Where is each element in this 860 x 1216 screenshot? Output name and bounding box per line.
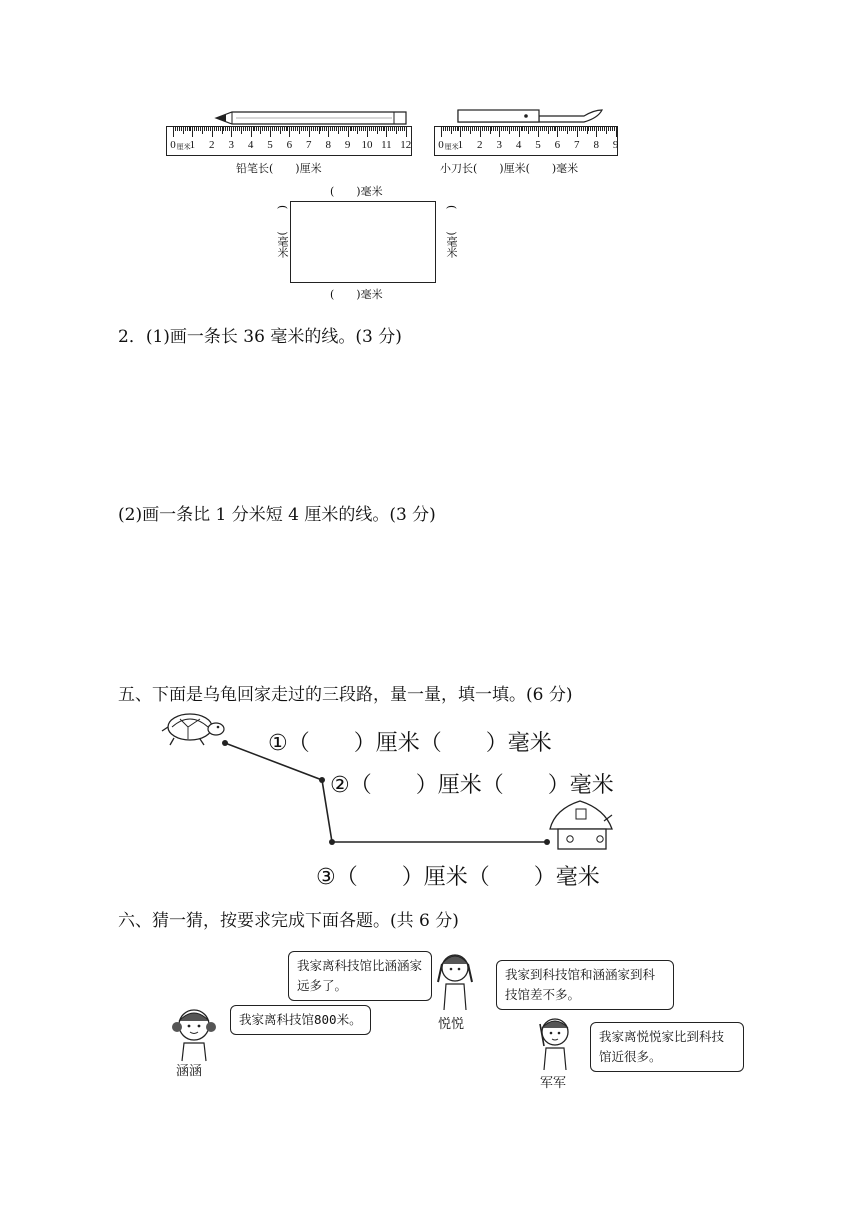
pencil-ruler-tick	[235, 127, 236, 131]
yueyue-name: 悦悦	[438, 1017, 465, 1032]
knife-ruler-unit-label: 厘米	[444, 143, 459, 151]
knife-ruler-tick	[480, 127, 481, 137]
pencil-ruler-tick	[200, 127, 201, 131]
knife-ruler-tick	[577, 127, 578, 137]
rect-left-label: ( )毫米	[276, 205, 289, 258]
knife-ruler-tick	[507, 127, 508, 131]
pencil-ruler-tick	[222, 127, 223, 134]
knife-ruler-tick	[501, 127, 502, 131]
knife-ruler-tick	[528, 127, 529, 134]
pencil-ruler-tick	[218, 127, 219, 131]
pencil-ruler-tick	[204, 127, 205, 131]
pencil-ruler-tick	[187, 127, 188, 131]
pencil-ruler-tick	[394, 127, 395, 131]
pencil-ruler-tick	[262, 127, 263, 131]
q5-title: 五、下面是乌龟回家走过的三段路，量一量，填一填。(6 分)	[118, 685, 573, 705]
knife-ruler-tick	[594, 127, 595, 131]
pencil-ruler-tick	[237, 127, 238, 131]
pencil-ruler-tick	[190, 127, 191, 131]
knife-ruler-tick	[519, 127, 520, 137]
knife-ruler-tick	[482, 127, 483, 131]
pencil-ruler-tick	[208, 127, 209, 131]
pencil-ruler-tick	[313, 127, 314, 131]
pencil-icon	[166, 108, 412, 128]
pencil-ruler-tick	[245, 127, 246, 131]
knife-ruler-number: 3	[496, 139, 502, 151]
pencil-ruler-tick	[210, 127, 211, 131]
pencil-ruler-tick	[406, 127, 407, 137]
knife-ruler-tick	[567, 127, 568, 134]
pencil-ruler-number: 4	[247, 139, 254, 151]
knife-ruler-tick	[521, 127, 522, 131]
knife-ruler-tick	[532, 127, 533, 131]
knife-icon	[434, 106, 618, 128]
knife-ruler-tick	[526, 127, 527, 131]
knife-ruler-tick	[536, 127, 537, 131]
knife-ruler-tick	[441, 127, 442, 137]
knife-ruler-tick	[561, 127, 562, 131]
pencil-ruler-tick	[375, 127, 376, 131]
pencil-ruler-tick	[216, 127, 217, 131]
pencil-ruler-number: 6	[286, 139, 293, 151]
knife-ruler-tick	[598, 127, 599, 131]
pencil-ruler-tick	[276, 127, 277, 131]
pencil-ruler-tick	[301, 127, 302, 131]
pencil-ruler-number: 8	[325, 139, 331, 151]
pencil-ruler-tick	[400, 127, 401, 131]
knife-ruler-tick	[548, 127, 549, 134]
pencil-ruler-tick	[377, 127, 378, 134]
pencil-ruler-tick	[247, 127, 248, 131]
knife-ruler-tick	[517, 127, 518, 131]
pencil-ruler-tick	[359, 127, 360, 131]
hanhan-name: 涵涵	[176, 1064, 203, 1079]
knife-ruler-tick	[493, 127, 494, 131]
pencil-ruler-tick	[194, 127, 195, 131]
pencil-ruler-tick	[173, 127, 174, 137]
pencil-ruler-number: 5	[267, 139, 273, 151]
knife-ruler-tick	[590, 127, 591, 131]
knife-ruler-tick	[602, 127, 603, 131]
knife-ruler-tick	[468, 127, 469, 131]
pencil-ruler-tick	[299, 127, 300, 134]
pencil-ruler-tick	[319, 127, 320, 134]
pencil-ruler-tick	[379, 127, 380, 131]
pencil-figure	[166, 108, 412, 175]
knife-ruler-tick	[569, 127, 570, 131]
pencil-ruler-tick	[289, 127, 290, 137]
knife-ruler-tick	[443, 127, 444, 131]
pencil-ruler	[166, 126, 412, 156]
pencil-ruler-tick	[361, 127, 362, 131]
pencil-ruler-tick	[373, 127, 374, 131]
pencil-ruler-tick	[229, 127, 230, 131]
pencil-ruler-tick	[348, 127, 349, 137]
segment-3-label: ③（ ）厘米（ ）毫米	[316, 865, 600, 890]
pencil-ruler-tick	[365, 127, 366, 131]
pencil-ruler-tick	[371, 127, 372, 131]
rect-bottom-label: ( )毫米	[330, 288, 383, 301]
pencil-ruler-tick	[253, 127, 254, 131]
knife-ruler-tick	[522, 127, 523, 131]
knife-ruler-tick	[451, 127, 452, 134]
pencil-ruler-tick	[179, 127, 180, 131]
pencil-ruler-tick	[251, 127, 252, 137]
pencil-ruler-tick	[340, 127, 341, 131]
pencil-ruler-tick	[384, 127, 385, 131]
knife-ruler-tick	[457, 127, 458, 131]
knife-figure	[434, 106, 619, 175]
pencil-ruler-tick	[293, 127, 294, 131]
knife-ruler-tick	[534, 127, 535, 131]
pencil-ruler-tick	[381, 127, 382, 131]
knife-ruler-tick	[472, 127, 473, 131]
pencil-ruler-tick	[225, 127, 226, 131]
knife-ruler-number: 8	[593, 139, 599, 151]
pencil-ruler-tick	[196, 127, 197, 131]
pencil-ruler-tick	[258, 127, 259, 131]
knife-ruler-tick	[515, 127, 516, 131]
pencil-ruler-tick	[192, 127, 193, 137]
pencil-ruler-number: 9	[344, 139, 351, 151]
pencil-ruler-tick	[388, 127, 389, 131]
knife-ruler-tick	[588, 127, 589, 131]
rect-top-label: ( )毫米	[330, 185, 383, 198]
knife-ruler-tick	[490, 127, 491, 134]
pencil-ruler-tick	[280, 127, 281, 134]
knife-ruler-tick	[495, 127, 496, 131]
knife-ruler-tick	[606, 127, 607, 134]
pencil-ruler-tick	[357, 127, 358, 134]
pencil-ruler-tick	[249, 127, 250, 131]
knife-ruler-tick	[610, 127, 611, 131]
pencil-ruler-tick	[351, 127, 352, 131]
pencil-ruler-tick	[367, 127, 368, 137]
segment-1-label: ①（ ）厘米（ ）毫米	[268, 731, 552, 756]
knife-ruler-tick	[600, 127, 601, 131]
knife-ruler-tick	[559, 127, 560, 131]
pencil-ruler-tick	[396, 127, 397, 134]
hanhan-speech: 我家离科技馆800米。	[239, 1012, 362, 1027]
knife-ruler-tick	[449, 127, 450, 131]
pencil-ruler-tick	[404, 127, 405, 131]
pencil-ruler-tick	[223, 127, 224, 131]
pencil-ruler-tick	[175, 127, 176, 131]
knife-ruler-tick	[486, 127, 487, 131]
pencil-ruler-tick	[270, 127, 271, 137]
turtle-icon	[162, 714, 224, 745]
pencil-ruler-tick	[363, 127, 364, 131]
pencil-ruler-tick	[214, 127, 215, 131]
pencil-ruler-tick	[278, 127, 279, 131]
knife-ruler-tick	[484, 127, 485, 131]
pencil-ruler-tick	[338, 127, 339, 134]
pencil-ruler-tick	[185, 127, 186, 131]
pencil-ruler-number: 12	[400, 139, 412, 151]
knife-ruler	[434, 126, 618, 156]
knife-ruler-tick	[579, 127, 580, 131]
pencil-ruler-tick	[264, 127, 265, 131]
knife-ruler-tick	[455, 127, 456, 131]
pencil-ruler-tick	[177, 127, 178, 131]
knife-ruler-tick	[524, 127, 525, 131]
pencil-ruler-tick	[291, 127, 292, 131]
pencil-ruler-tick	[233, 127, 234, 131]
pencil-ruler-tick	[309, 127, 310, 137]
pencil-ruler-tick	[398, 127, 399, 131]
pencil-ruler-tick	[206, 127, 207, 131]
knife-ruler-tick	[554, 127, 555, 131]
pencil-ruler-tick	[392, 127, 393, 131]
pencil-ruler-tick	[303, 127, 304, 131]
knife-ruler-tick	[585, 127, 586, 131]
knife-ruler-tick	[538, 127, 539, 137]
knife-ruler-tick	[505, 127, 506, 131]
knife-ruler-tick	[476, 127, 477, 131]
junjun-name: 军军	[540, 1076, 567, 1091]
pencil-ruler-tick	[317, 127, 318, 131]
pencil-ruler-tick	[326, 127, 327, 131]
knife-ruler-tick	[614, 127, 615, 131]
pencil-ruler-tick	[231, 127, 232, 137]
knife-ruler-tick	[466, 127, 467, 131]
pencil-ruler-tick	[346, 127, 347, 131]
knife-ruler-tick	[604, 127, 605, 131]
pencil-ruler-tick	[239, 127, 240, 131]
knife-ruler-tick	[499, 127, 500, 137]
measure-rectangle	[290, 201, 436, 283]
knife-ruler-tick	[542, 127, 543, 131]
pencil-ruler-tick	[297, 127, 298, 131]
knife-ruler-tick	[552, 127, 553, 131]
pencil-ruler-number: 10	[361, 139, 373, 151]
pencil-ruler-tick	[287, 127, 288, 131]
pencil-ruler-tick	[189, 127, 190, 131]
pencil-ruler-tick	[328, 127, 329, 137]
pencil-ruler-tick	[330, 127, 331, 131]
pencil-ruler-tick	[272, 127, 273, 131]
knife-caption: 小刀长( )厘米( )毫米	[440, 162, 579, 175]
pencil-ruler-tick	[305, 127, 306, 131]
hanhan-speech-bubble	[230, 1005, 371, 1035]
q2-part2: (2)画一条比 1 分米短 4 厘米的线。(3 分)	[118, 505, 436, 525]
pencil-ruler-number: 11	[381, 139, 392, 151]
knife-ruler-number: 6	[554, 139, 561, 151]
pencil-ruler-tick	[212, 127, 213, 137]
pencil-ruler-tick	[243, 127, 244, 131]
knife-ruler-tick	[575, 127, 576, 131]
junjun-avatar	[530, 1014, 580, 1072]
pencil-ruler-tick	[220, 127, 221, 131]
pencil-ruler-tick	[386, 127, 387, 137]
segment-2-label: ②（ ）厘米（ ）毫米	[330, 773, 614, 798]
pencil-ruler-number: 1	[189, 139, 196, 151]
knife-ruler-tick	[540, 127, 541, 131]
hanhan-avatar	[160, 1005, 228, 1063]
knife-ruler-tick	[544, 127, 545, 131]
pencil-ruler-tick	[254, 127, 255, 131]
pencil-ruler-tick	[307, 127, 308, 131]
knife-ruler-tick	[557, 127, 558, 137]
knife-ruler-tick	[470, 127, 471, 134]
junjun-speech-bubble-top	[496, 960, 674, 1010]
knife-ruler-number: 5	[535, 139, 541, 151]
knife-ruler-tick	[616, 127, 617, 137]
knife-ruler-number: 4	[515, 139, 522, 151]
knife-ruler-tick	[596, 127, 597, 137]
knife-ruler-tick	[587, 127, 588, 134]
pencil-ruler-tick	[320, 127, 321, 131]
pencil-ruler-tick	[227, 127, 228, 131]
pencil-ruler-tick	[241, 127, 242, 134]
pencil-ruler-tick	[202, 127, 203, 134]
pencil-ruler-tick	[350, 127, 351, 131]
knife-ruler-tick	[503, 127, 504, 131]
knife-ruler-tick	[478, 127, 479, 131]
pencil-ruler-number: 2	[209, 139, 215, 151]
pencil-caption: 铅笔长( )厘米	[236, 162, 322, 175]
pencil-ruler-tick	[181, 127, 182, 131]
knife-ruler-number: 0	[438, 139, 444, 151]
pencil-ruler-tick	[286, 127, 287, 131]
pencil-ruler-tick	[256, 127, 257, 131]
q2-part1: 2．(1)画一条长 36 毫米的线。(3 分)	[118, 327, 402, 347]
junjun-speech-top: 我家到科技馆和涵涵家到科技馆差不多。	[505, 967, 656, 1002]
knife-ruler-tick	[583, 127, 584, 131]
junjun-speech-bubble-bottom	[590, 1022, 744, 1072]
pencil-ruler-tick	[342, 127, 343, 131]
knife-ruler-tick	[550, 127, 551, 131]
pencil-ruler-tick	[383, 127, 384, 131]
pencil-ruler-tick	[268, 127, 269, 131]
knife-ruler-number: 9	[612, 139, 619, 151]
pencil-ruler-tick	[336, 127, 337, 131]
q6-title: 六、猜一猜，按要求完成下面各题。(共 6 分)	[118, 911, 459, 931]
pencil-ruler-tick	[295, 127, 296, 131]
pencil-ruler-tick	[198, 127, 199, 131]
pencil-ruler-tick	[183, 127, 184, 134]
knife-ruler-tick	[571, 127, 572, 131]
knife-ruler-tick	[509, 127, 510, 134]
pencil-ruler-tick	[266, 127, 267, 131]
pencil-ruler-tick	[315, 127, 316, 131]
pencil-ruler-tick	[282, 127, 283, 131]
pencil-ruler-tick	[324, 127, 325, 131]
pencil-ruler-number: 0	[170, 139, 176, 151]
yueyue-speech: 我家离科技馆比涵涵家远多了。	[297, 958, 423, 993]
knife-ruler-tick	[491, 127, 492, 131]
pencil-ruler-tick	[390, 127, 391, 131]
pencil-ruler-tick	[260, 127, 261, 134]
yueyue-avatar	[430, 950, 480, 1012]
knife-ruler-tick	[563, 127, 564, 131]
knife-ruler-tick	[474, 127, 475, 131]
knife-ruler-tick	[530, 127, 531, 131]
knife-ruler-tick	[464, 127, 465, 131]
knife-ruler-number: 2	[477, 139, 483, 151]
pencil-ruler-tick	[332, 127, 333, 131]
knife-ruler-tick	[608, 127, 609, 131]
junjun-speech-bottom: 我家离悦悦家比到科技馆近很多。	[599, 1029, 725, 1064]
knife-ruler-tick	[497, 127, 498, 131]
knife-ruler-tick	[513, 127, 514, 131]
knife-ruler-number: 1	[457, 139, 464, 151]
knife-ruler-number: 7	[574, 139, 580, 151]
knife-ruler-tick	[447, 127, 448, 131]
pencil-ruler-tick	[274, 127, 275, 131]
knife-ruler-tick	[511, 127, 512, 131]
house-icon	[550, 801, 612, 849]
knife-ruler-tick	[445, 127, 446, 131]
knife-ruler-tick	[573, 127, 574, 131]
pencil-ruler-number: 3	[228, 139, 234, 151]
knife-ruler-tick	[458, 127, 459, 131]
knife-ruler-tick	[546, 127, 547, 131]
pencil-ruler-unit-label: 厘米	[176, 143, 191, 151]
pencil-ruler-tick	[322, 127, 323, 131]
pencil-ruler-tick	[355, 127, 356, 131]
knife-ruler-tick	[462, 127, 463, 131]
pencil-ruler-number: 7	[306, 139, 312, 151]
pencil-ruler-tick	[311, 127, 312, 131]
pencil-ruler-tick	[402, 127, 403, 131]
pencil-ruler-tick	[353, 127, 354, 131]
knife-ruler-tick	[565, 127, 566, 131]
knife-ruler-tick	[453, 127, 454, 131]
knife-ruler-tick	[581, 127, 582, 131]
knife-ruler-tick	[555, 127, 556, 131]
knife-ruler-tick	[612, 127, 613, 131]
knife-ruler-tick	[592, 127, 593, 131]
pencil-ruler-tick	[334, 127, 335, 131]
pencil-ruler-tick	[344, 127, 345, 131]
pencil-ruler-tick	[284, 127, 285, 131]
rect-right-label: ( )毫米	[445, 205, 458, 258]
knife-ruler-tick	[460, 127, 461, 137]
knife-ruler-tick	[488, 127, 489, 131]
pencil-ruler-tick	[369, 127, 370, 131]
yueyue-speech-bubble	[288, 951, 432, 1001]
